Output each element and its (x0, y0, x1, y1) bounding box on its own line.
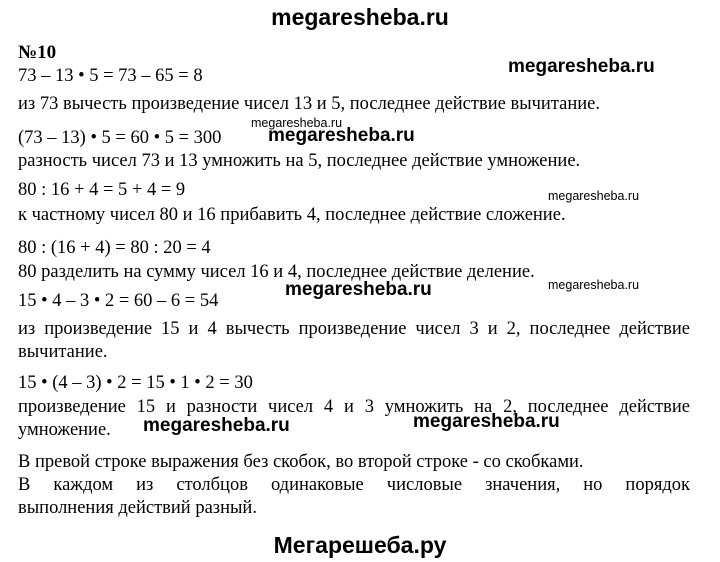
watermark-small: megaresheba.ru (251, 116, 343, 130)
header-watermark: megaresheba.ru (271, 4, 449, 30)
expression-6: 15 • (4 – 3) • 2 = 15 • 1 • 2 = 30 (18, 373, 253, 393)
watermark: megaresheba.ru (508, 56, 655, 77)
explanation-6b: умножение. (18, 420, 111, 440)
task-number: №10 (18, 42, 57, 63)
explanation-6a: произведение 15 и разности чисел 4 и 3 умножить на 2, последнее действие (18, 397, 690, 417)
watermark: megaresheba.ru (268, 125, 415, 146)
explanation-5a: из произведение 15 и 4 вычесть произведение чисел 3 и 2, последнее действие (18, 319, 690, 339)
watermark-small: megaresheba.ru (548, 278, 640, 292)
footer-watermark: Мегарешеба.ру (273, 532, 447, 558)
expression-5: 15 • 4 – 3 • 2 = 60 – 6 = 54 (18, 291, 219, 311)
conclusion-2a: В каждом из столбцов одинаковые числовые значения, но порядок (18, 475, 690, 495)
expression-4: 80 : (16 + 4) = 80 : 20 = 4 (18, 238, 211, 258)
explanation-5b: вычитание. (18, 342, 108, 362)
expression-1: 73 – 13 • 5 = 73 – 65 = 8 (18, 66, 203, 86)
explanation-2: разность чисел 73 и 13 умножить на 5, последнее действие умножение. (18, 151, 581, 171)
expression-3: 80 : 16 + 4 = 5 + 4 = 9 (18, 180, 186, 200)
watermark: megaresheba.ru (143, 415, 290, 436)
watermark: megaresheba.ru (413, 411, 560, 432)
explanation-4: 80 разделить на сумму чисел 16 и 4, последнее действие деление. (18, 262, 535, 282)
expression-2: (73 – 13) • 5 = 60 • 5 = 300 (18, 128, 222, 148)
explanation-3: к частному чисел 80 и 16 прибавить 4, последнее действие сложение. (18, 205, 566, 225)
conclusion-2b: выполнения действий разный. (18, 498, 257, 518)
conclusion-1: В превой строке выражения без скобок, во второй строке - со скобками. (18, 452, 584, 472)
watermark-small: megaresheba.ru (548, 189, 640, 203)
watermark: megaresheba.ru (285, 279, 432, 300)
explanation-1: из 73 вычесть произведение чисел 13 и 5, последнее действие вычитание. (18, 94, 600, 114)
